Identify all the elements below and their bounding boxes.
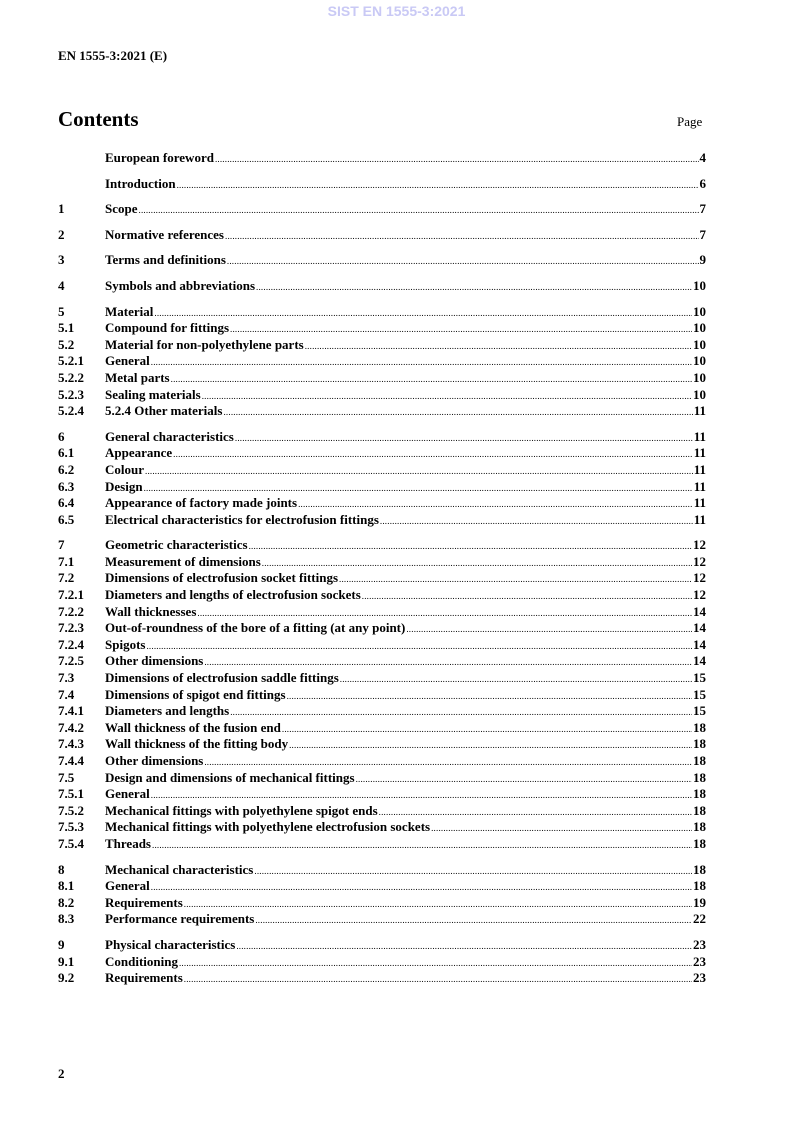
toc-entry-title[interactable]: Requirements <box>105 970 183 986</box>
toc-entry-number: 6.4 <box>58 495 75 511</box>
toc-entry-title[interactable]: Conditioning <box>105 953 178 969</box>
toc-entry[interactable] <box>58 201 706 218</box>
toc-entry-page[interactable]: 11 <box>693 511 706 527</box>
toc-entry[interactable] <box>58 670 706 687</box>
dot-leader <box>184 896 692 913</box>
toc-entry-title[interactable]: European foreword <box>105 150 214 165</box>
toc-entry-page[interactable]: 18 <box>693 878 706 894</box>
dot-leader <box>151 354 692 371</box>
toc-entry-title[interactable]: Physical characteristics <box>105 936 236 952</box>
toc-entry[interactable] <box>58 911 706 928</box>
toc-entry-title[interactable]: Threads <box>105 835 151 851</box>
toc-group <box>58 201 706 218</box>
toc-entry-number: 4 <box>58 277 65 293</box>
dot-leader <box>230 704 692 721</box>
toc-entry-number: 7.1 <box>58 553 75 569</box>
dot-leader <box>356 771 692 788</box>
dot-leader <box>204 754 692 771</box>
toc-entry-page[interactable]: 22 <box>693 911 706 927</box>
toc-entry[interactable] <box>58 687 706 704</box>
toc-entry[interactable] <box>58 252 706 269</box>
toc-entry-title[interactable]: Wall thickness of the fusion end <box>105 719 281 735</box>
toc-entry-page[interactable]: 18 <box>693 769 706 785</box>
toc-entry-title[interactable]: Design <box>105 478 143 494</box>
toc-entry[interactable] <box>58 736 706 753</box>
toc-entry[interactable] <box>58 836 706 853</box>
toc-entry[interactable] <box>58 278 706 295</box>
toc-entry-page[interactable]: 11 <box>693 478 706 494</box>
toc-entry-title[interactable]: Sealing materials <box>105 386 201 402</box>
toc-entry-title[interactable]: Appearance <box>105 445 173 461</box>
toc-entry[interactable] <box>58 537 706 554</box>
dot-leader <box>225 228 699 245</box>
toc-entry-title[interactable]: Normative references <box>105 226 224 242</box>
toc-entry-page[interactable]: 12 <box>693 587 706 603</box>
toc-entry-page[interactable]: 10 <box>693 303 706 319</box>
toc-entry-number: 8.1 <box>58 878 75 894</box>
toc-group <box>58 252 706 269</box>
toc-entry-number: 7.5.4 <box>58 835 84 851</box>
toc-entry[interactable] <box>58 803 706 820</box>
watermark: SIST EN 1555-3:2021 <box>327 3 466 19</box>
toc-entry-title[interactable]: Material <box>105 303 154 319</box>
toc-entry-number: 2 <box>58 226 65 242</box>
toc-entry-page[interactable]: 11 <box>693 403 706 419</box>
toc-entry-title[interactable]: Spigots <box>105 636 146 652</box>
toc-entry-page[interactable]: 14 <box>693 620 706 636</box>
toc-entry-number: 7.5.1 <box>58 786 84 802</box>
toc-entry-number: 6 <box>58 428 65 444</box>
toc-entry-title[interactable]: Out-of-roundness of the bore of a fitting (at any point) <box>105 620 406 636</box>
toc-group <box>58 537 706 852</box>
toc-entry[interactable] <box>58 403 706 420</box>
contents-heading: Contents <box>58 107 139 131</box>
toc-entry[interactable] <box>58 753 706 770</box>
page-number: 2 <box>58 1066 65 1081</box>
toc-entry[interactable] <box>58 429 706 446</box>
dot-leader <box>223 404 692 421</box>
toc-entry[interactable] <box>58 445 706 462</box>
dot-leader <box>197 605 692 622</box>
toc-entry-page[interactable]: 12 <box>693 570 706 586</box>
dot-leader <box>151 879 692 896</box>
toc-entry[interactable] <box>58 637 706 654</box>
toc-entry-page[interactable]: 9 <box>699 252 706 268</box>
dot-leader <box>139 202 699 219</box>
toc-entry-title[interactable]: Scope <box>105 201 138 217</box>
toc-entry[interactable] <box>58 495 706 512</box>
toc-entry-page[interactable]: 18 <box>693 786 706 802</box>
toc-entry-title[interactable]: Appearance of factory made joints <box>105 495 298 511</box>
toc-entry-page[interactable]: 7 <box>699 201 706 217</box>
toc-entry-number: 6.2 <box>58 461 75 477</box>
toc-entry-number: 7.2.3 <box>58 620 84 636</box>
toc-entry-number: 9.2 <box>58 970 75 986</box>
toc-entry-page[interactable]: 14 <box>693 653 706 669</box>
toc-entry-page[interactable]: 23 <box>693 970 706 986</box>
toc-entry-number: 6.5 <box>58 511 75 527</box>
toc-entry[interactable] <box>58 653 706 670</box>
dot-leader <box>204 654 692 671</box>
dot-leader <box>184 971 692 988</box>
toc-entry-page[interactable]: 6 <box>699 175 706 191</box>
toc-entry-page[interactable]: 10 <box>693 353 706 369</box>
dot-leader <box>262 555 692 572</box>
toc-entry[interactable] <box>58 720 706 737</box>
toc-entry-title[interactable]: General characteristics <box>105 428 234 444</box>
toc-entry[interactable] <box>58 554 706 571</box>
toc-entry-page[interactable]: 4 <box>699 150 706 165</box>
toc-entry[interactable] <box>58 512 706 529</box>
dot-leader <box>173 446 693 463</box>
toc-entry-page[interactable]: 18 <box>693 819 706 835</box>
toc-entry-number: 7.2.2 <box>58 603 84 619</box>
toc-entry-page[interactable]: 19 <box>693 894 706 910</box>
toc-entry[interactable] <box>58 878 706 895</box>
toc-entry-number: 5.2.3 <box>58 386 84 402</box>
toc-entry-number: 1 <box>58 201 65 217</box>
dot-leader <box>289 737 692 754</box>
toc-entry-number: 8 <box>58 861 65 877</box>
toc-entry-page[interactable]: 23 <box>693 953 706 969</box>
toc-entry-page[interactable]: 11 <box>693 428 706 444</box>
toc-entry-title[interactable]: Compound for fittings <box>105 320 230 336</box>
dot-leader <box>202 388 692 405</box>
toc-entry-page[interactable]: 14 <box>693 636 706 652</box>
dot-leader <box>145 463 693 480</box>
toc-entry-page[interactable]: 10 <box>693 277 706 293</box>
dot-leader <box>379 804 692 821</box>
document-id: EN 1555-3:2021 (E) <box>58 48 168 63</box>
toc-entry-title[interactable]: Wall thicknesses <box>105 603 197 619</box>
dot-leader <box>249 538 692 555</box>
toc-group <box>58 429 706 529</box>
toc-entry[interactable] <box>58 227 706 244</box>
dot-leader <box>282 721 692 738</box>
toc-group <box>58 278 706 295</box>
toc-entry-number: 7.5 <box>58 769 75 785</box>
toc-entry-page[interactable]: 18 <box>693 736 706 752</box>
dot-leader <box>339 571 692 588</box>
dot-leader <box>362 588 692 605</box>
toc-entry-number: 7 <box>58 537 65 553</box>
toc-entry[interactable] <box>58 862 706 879</box>
page-column-label: Page <box>677 114 703 129</box>
dot-leader <box>305 338 692 355</box>
dot-leader <box>431 820 692 837</box>
dot-leader <box>255 912 692 929</box>
toc-entry[interactable] <box>58 620 706 637</box>
table-of-contents <box>58 150 706 987</box>
toc-entry-number: 7.5.3 <box>58 819 84 835</box>
toc-entry-title[interactable]: Colour <box>105 461 144 477</box>
toc-entry[interactable] <box>58 819 706 836</box>
toc-entry[interactable] <box>58 895 706 912</box>
toc-entry-number: 5.1 <box>58 320 75 336</box>
toc-entry-number: 5.2 <box>58 336 75 352</box>
toc-entry-page[interactable]: 11 <box>693 445 706 461</box>
toc-entry-title[interactable]: Performance requirements <box>105 911 255 927</box>
toc-entry[interactable] <box>58 320 706 337</box>
toc-entry-title[interactable]: Other dimensions <box>105 753 204 768</box>
toc-entry-number: 7.4.3 <box>58 736 84 752</box>
dot-leader <box>254 863 692 880</box>
dot-leader <box>215 151 699 168</box>
toc-entry-title[interactable]: Metal parts <box>105 369 170 385</box>
toc-entry-title[interactable]: Dimensions of electrofusion saddle fittings <box>105 670 339 686</box>
toc-entry-number: 5.2.4 <box>58 403 84 419</box>
toc-entry[interactable] <box>58 150 706 167</box>
toc-entry-number: 6.3 <box>58 478 75 494</box>
toc-entry-title[interactable]: Diameters and lengths <box>105 703 230 719</box>
toc-entry[interactable] <box>58 387 706 404</box>
toc-entry-number: 7.2.4 <box>58 636 84 652</box>
toc-entry-title[interactable]: General <box>105 786 150 802</box>
toc-entry-number: 8.2 <box>58 894 75 910</box>
toc-entry-page[interactable]: 15 <box>693 686 706 702</box>
dot-leader <box>146 638 692 655</box>
dot-leader <box>154 305 692 322</box>
toc-entry-title[interactable]: Geometric characteristics <box>105 537 248 553</box>
toc-entry-number: 5.2.2 <box>58 369 84 385</box>
toc-entry-number: 7.4.4 <box>58 753 84 768</box>
toc-entry[interactable] <box>58 304 706 321</box>
toc-entry-page[interactable]: 15 <box>693 670 706 686</box>
dot-leader <box>177 177 699 194</box>
dot-leader <box>144 480 693 497</box>
toc-entry-page[interactable]: 18 <box>693 802 706 818</box>
toc-entry-title[interactable]: Symbols and abbreviations <box>105 277 256 293</box>
toc-entry[interactable] <box>58 703 706 720</box>
toc-entry-page[interactable]: 18 <box>693 835 706 851</box>
toc-entry-page[interactable]: 15 <box>693 703 706 719</box>
toc-entry[interactable] <box>58 604 706 621</box>
toc-entry-page[interactable]: 12 <box>693 537 706 553</box>
toc-entry-title[interactable]: Wall thickness of the fitting body <box>105 736 289 752</box>
toc-entry-title[interactable]: Material for non-polyethylene parts <box>105 336 304 352</box>
toc-entry-title[interactable]: General <box>105 353 150 369</box>
toc-entry[interactable] <box>58 770 706 787</box>
toc-entry-number: 7.3 <box>58 670 75 686</box>
toc-entry-title[interactable]: 5.2.4 Other materials <box>105 403 223 419</box>
toc-entry-page[interactable]: 11 <box>693 495 706 511</box>
toc-entry[interactable] <box>58 370 706 387</box>
toc-entry-page[interactable]: 10 <box>693 336 706 352</box>
toc-entry-title[interactable]: Other dimensions <box>105 653 204 669</box>
toc-entry[interactable] <box>58 479 706 496</box>
toc-entry-number: 7.5.2 <box>58 802 84 818</box>
toc-entry-number: 7.2.1 <box>58 587 84 603</box>
toc-entry-number: 9 <box>58 936 65 952</box>
toc-entry[interactable] <box>58 954 706 971</box>
toc-group <box>58 937 706 987</box>
toc-group <box>58 304 706 420</box>
toc-entry[interactable] <box>58 786 706 803</box>
toc-entry-title[interactable]: Mechanical fittings with polyethylene electrofusion sockets <box>105 819 431 835</box>
dot-leader <box>171 371 692 388</box>
toc-group <box>58 150 706 167</box>
dot-leader <box>406 621 692 638</box>
dot-leader <box>179 955 692 972</box>
toc-entry-number: 7.2 <box>58 570 75 586</box>
toc-entry-number: 7.4 <box>58 686 75 702</box>
toc-entry-number: 7.4.2 <box>58 719 84 735</box>
toc-entry[interactable] <box>58 937 706 954</box>
toc-entry[interactable] <box>58 337 706 354</box>
toc-entry-page[interactable]: 18 <box>693 753 706 768</box>
toc-entry-page[interactable]: 7 <box>699 226 706 242</box>
dot-leader <box>256 279 692 296</box>
toc-entry-title[interactable]: Requirements <box>105 894 183 910</box>
toc-entry[interactable] <box>58 570 706 587</box>
toc-group <box>58 862 706 928</box>
dot-leader <box>340 671 692 688</box>
toc-entry-title[interactable]: Mechanical fittings with polyethylene spigot ends <box>105 802 378 818</box>
toc-entry-title[interactable]: Electrical characteristics for electrofusion fittings <box>105 511 379 527</box>
toc-entry-page[interactable]: 18 <box>693 719 706 735</box>
toc-entry-page[interactable]: 23 <box>693 936 706 952</box>
toc-group <box>58 176 706 193</box>
toc-entry-title[interactable]: General <box>105 878 150 894</box>
toc-entry-title[interactable]: Introduction <box>105 175 176 191</box>
dot-leader <box>152 837 692 854</box>
toc-entry[interactable] <box>58 176 706 193</box>
dot-leader <box>227 253 699 270</box>
dot-leader <box>236 938 692 955</box>
toc-entry-title[interactable]: Mechanical characteristics <box>105 861 254 877</box>
dot-leader <box>298 496 693 513</box>
toc-entry-page[interactable]: 10 <box>693 369 706 385</box>
toc-entry[interactable] <box>58 970 706 987</box>
toc-entry-page[interactable]: 12 <box>693 553 706 569</box>
toc-entry-page[interactable]: 10 <box>693 386 706 402</box>
toc-entry-number: 3 <box>58 252 65 268</box>
toc-entry-page[interactable]: 11 <box>693 461 706 477</box>
dot-leader <box>151 787 692 804</box>
dot-leader <box>287 688 692 705</box>
toc-entry-title[interactable]: Design and dimensions of mechanical fittings <box>105 769 355 785</box>
dot-leader <box>235 430 693 447</box>
toc-entry-page[interactable]: 14 <box>693 603 706 619</box>
toc-entry[interactable] <box>58 462 706 479</box>
toc-entry-title[interactable]: Dimensions of spigot end fittings <box>105 686 286 702</box>
toc-entry-number: 6.1 <box>58 445 75 461</box>
toc-entry-number: 7.4.1 <box>58 703 84 719</box>
toc-entry-number: 8.3 <box>58 911 75 927</box>
dot-leader <box>230 321 692 338</box>
toc-entry-number: 9.1 <box>58 953 75 969</box>
toc-entry-title[interactable]: Dimensions of electrofusion socket fittings <box>105 570 339 586</box>
toc-entry-title[interactable]: Diameters and lengths of electrofusion sockets <box>105 587 361 603</box>
toc-entry-page[interactable]: 18 <box>693 861 706 877</box>
toc-entry-number: 5.2.1 <box>58 353 84 369</box>
toc-entry[interactable] <box>58 353 706 370</box>
dot-leader <box>380 513 693 530</box>
toc-entry-title[interactable]: Measurement of dimensions <box>105 553 261 569</box>
toc-entry-page[interactable]: 10 <box>693 320 706 336</box>
toc-entry[interactable] <box>58 587 706 604</box>
toc-group <box>58 227 706 244</box>
toc-entry-number: 5 <box>58 303 65 319</box>
toc-entry-title[interactable]: Terms and definitions <box>105 252 226 268</box>
toc-entry-number: 7.2.5 <box>58 653 84 669</box>
